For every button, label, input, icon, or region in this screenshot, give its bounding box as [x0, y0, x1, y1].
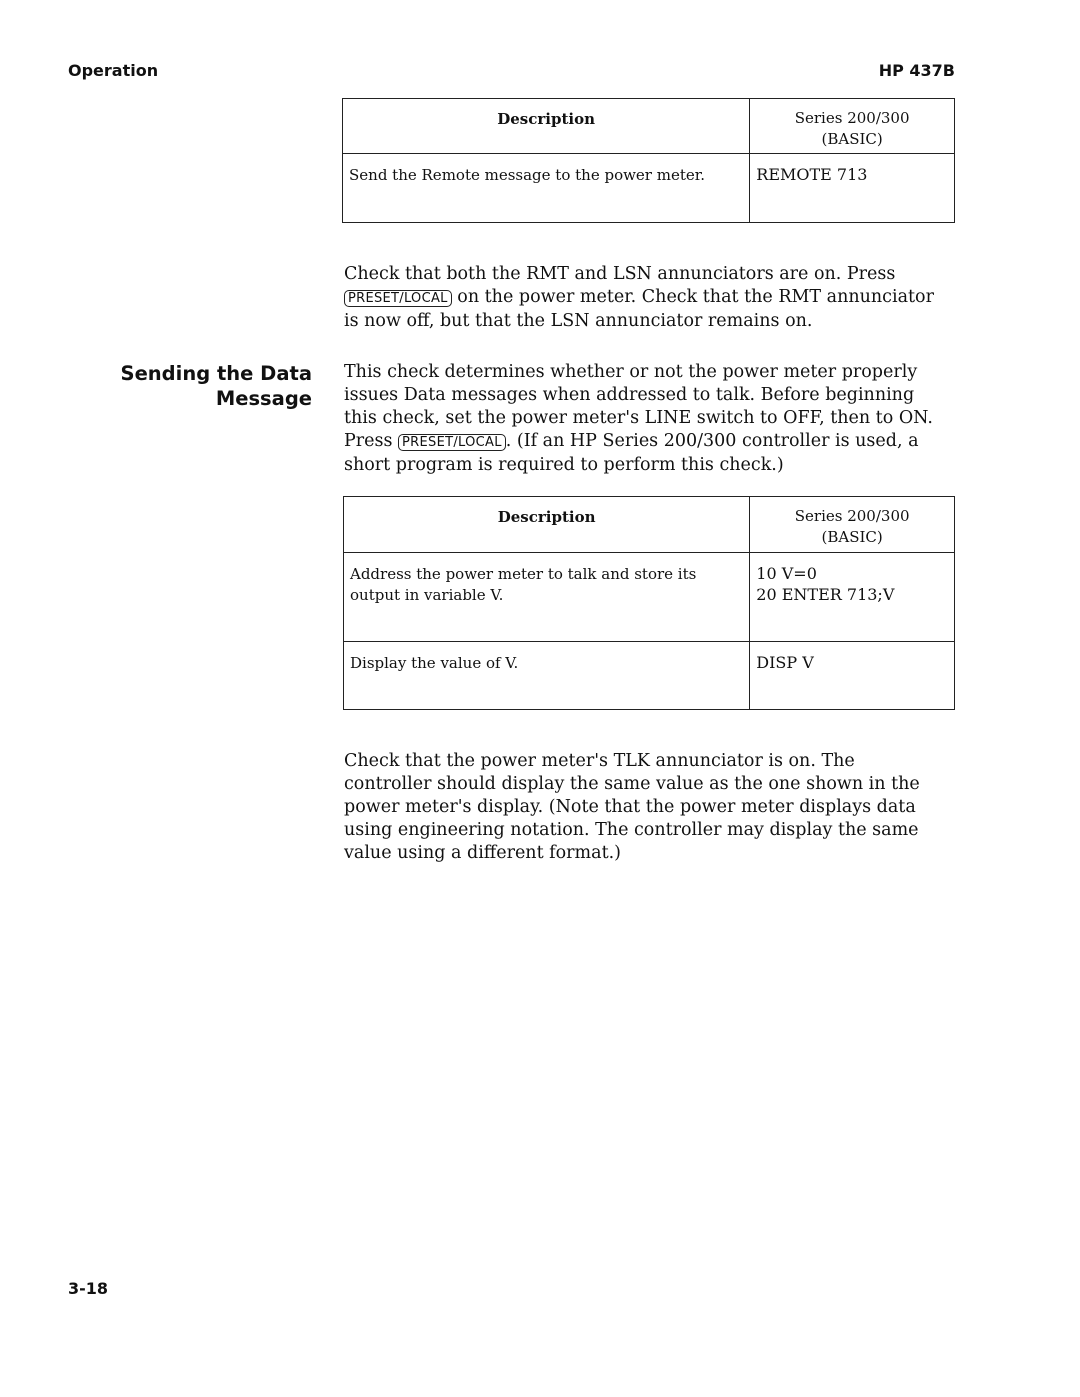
description-cell: Address the power meter to talk and store its output in variable V.: [344, 553, 750, 642]
page-number: 3-18: [68, 1279, 109, 1298]
description-column-header: Description: [344, 497, 750, 553]
table-row: [344, 642, 955, 710]
code-cell: [750, 553, 955, 642]
description-cell: Display the value of V.: [344, 642, 750, 710]
series-column-header: [750, 99, 955, 154]
data-message-table: [343, 496, 955, 710]
tlk-check-paragraph: Check that the power meter's TLK annunciator is on. The controller should display the same value as the one shown in the power meter's display. (Note that the power meter displays data using engineering notation. The controller may display the same value using a different format.): [344, 751, 920, 863]
description-column-header: Description: [343, 99, 750, 154]
code-line: 20 ENTER 713;V: [756, 585, 895, 604]
running-header-section: Operation: [68, 61, 159, 80]
running-header-model: HP 437B: [878, 61, 955, 80]
data-message-intro-paragraph: [344, 361, 944, 477]
table-row: [343, 154, 955, 223]
code-line: DISP V: [756, 653, 814, 672]
code-cell: REMOTE 713: [750, 154, 955, 223]
preset-local-key: PRESET/LOCAL: [344, 290, 452, 307]
para-text: This check determines whether or not the power meter properly issues Data messages when addressed to talk. Before beginning this check, set the power meter's LINE switch to OFF, then to ON. Press: [344, 362, 933, 451]
para-text: on the power meter. Check that the RMT annunciator is now off, but that the LSN annunciator remains on.: [344, 287, 934, 331]
para-text: Check that both the RMT and LSN annunciators are on. Press: [344, 264, 896, 284]
preset-local-key: PRESET/LOCAL: [398, 434, 506, 451]
para-text: . (If an HP Series 200/300 controller is used, a short program is required to perform this check.): [344, 431, 919, 475]
series-header-line1: Series 200/300: [794, 109, 910, 127]
section-heading: [110, 361, 312, 411]
table-header-row: [344, 497, 955, 553]
code-cell: [750, 642, 955, 710]
series-column-header: [750, 497, 955, 553]
table-header-row: [343, 99, 955, 154]
series-header-line2: (BASIC): [821, 130, 883, 148]
code-line: 10 V=0: [756, 564, 817, 583]
remote-check-paragraph: [344, 263, 944, 333]
remote-message-table: [342, 98, 955, 223]
table-row: [344, 553, 955, 642]
section-heading-line2: Message: [215, 387, 312, 410]
series-header-line2: (BASIC): [821, 528, 883, 546]
series-header-line1: Series 200/300: [794, 507, 910, 525]
section-heading-line1: Sending the Data: [120, 362, 312, 385]
description-cell: Send the Remote message to the power meter.: [343, 154, 750, 223]
